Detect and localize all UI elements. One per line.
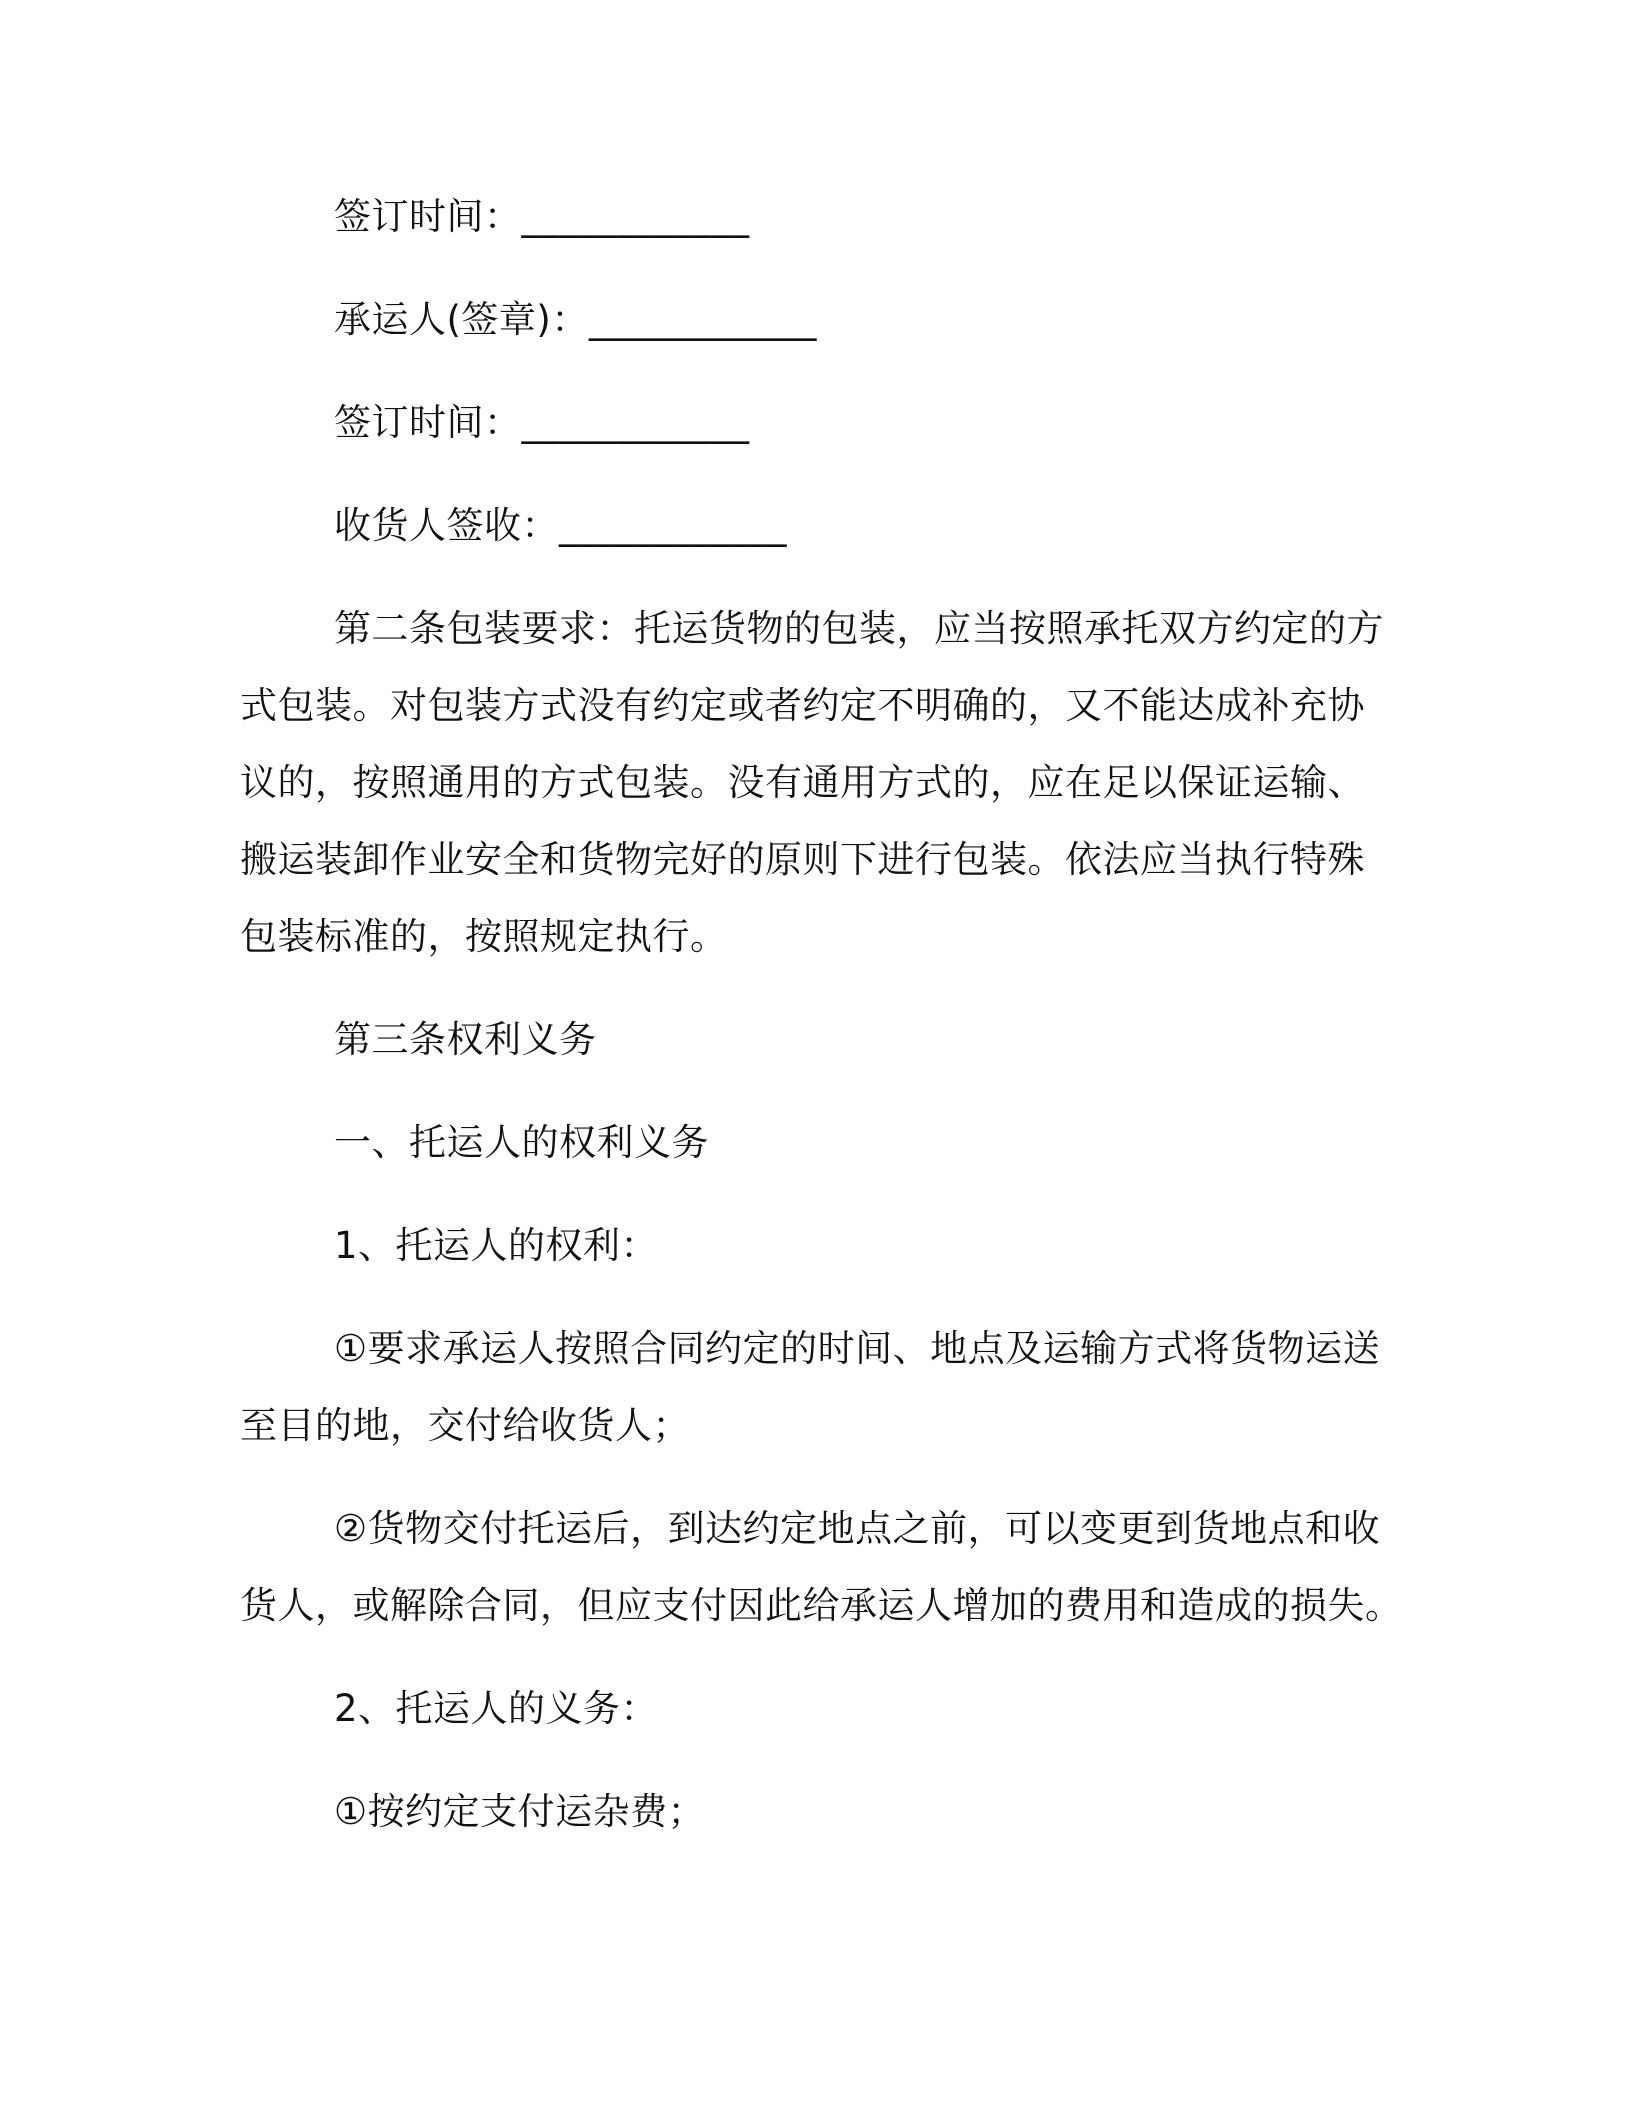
article-2-line-1: 第二条包装要求：托运货物的包装，应当按照承托双方约定的方 (334, 607, 1384, 650)
article-2-line-3: 议的，按照通用的方式包装。没有通用方式的，应在足以保证运输、 (240, 761, 1365, 804)
duties-title: 2、托运人的义务： (334, 1687, 659, 1730)
rights-title: 1、托运人的权利： (334, 1224, 659, 1267)
right-2-line-2: 货人，或解除合同，但应支付因此给承运人增加的费用和造成的损失。 (240, 1584, 1403, 1627)
consignee-receipt-line: 收货人签收：____________ (334, 504, 787, 547)
article-2-line-4: 搬运装卸作业安全和货物完好的原则下进行包装。依法应当执行特殊 (240, 838, 1365, 881)
right-1-line-1: ①要求承运人按照合同约定的时间、地点及运输方式将货物运送 (334, 1327, 1381, 1370)
sign-time-line-1: 签订时间：____________ (334, 195, 750, 238)
right-2-line-1: ②货物交付托运后，到达约定地点之前，可以变更到货地点和收 (334, 1507, 1381, 1550)
duty-1-line: ①按约定支付运杂费； (334, 1790, 706, 1833)
section-1-title: 一、托运人的权利义务 (334, 1121, 709, 1164)
carrier-seal-line: 承运人(签章)：____________ (334, 298, 817, 341)
article-2-line-2: 式包装。对包装方式没有约定或者约定不明确的，又不能达成补充协 (240, 684, 1365, 727)
sign-time-line-2: 签订时间：____________ (334, 401, 750, 444)
article-2-line-5: 包装标准的，按照规定执行。 (240, 915, 728, 958)
article-3-title: 第三条权利义务 (334, 1018, 597, 1061)
right-1-line-2: 至目的地，交付给收货人； (240, 1404, 690, 1447)
